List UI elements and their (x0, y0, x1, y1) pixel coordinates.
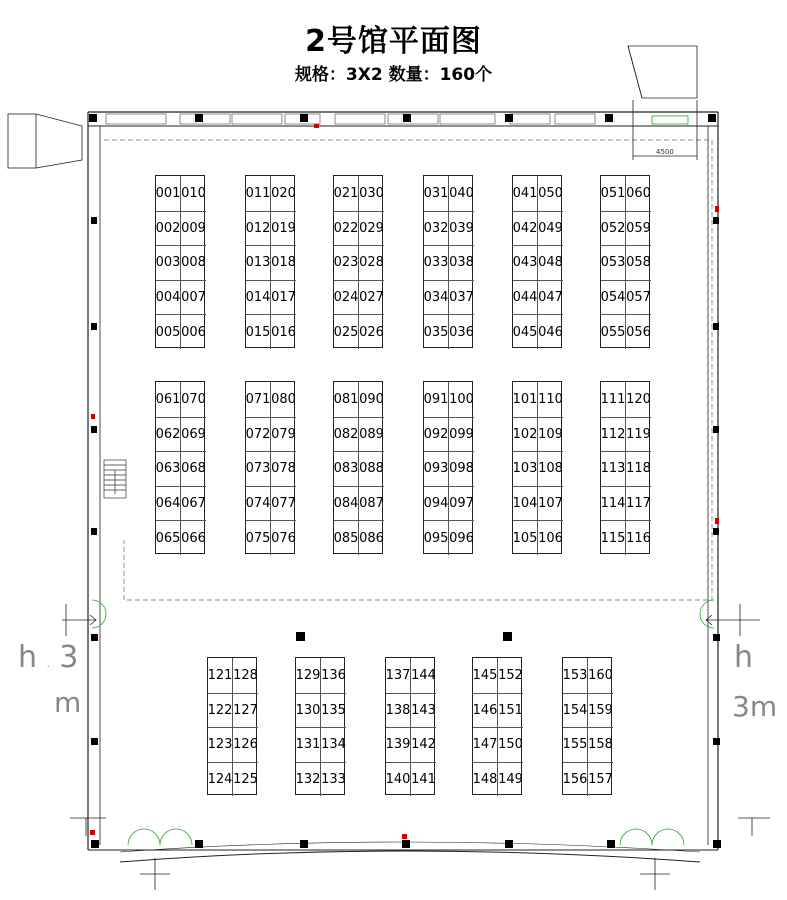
booth-045: 045 (513, 314, 538, 349)
booth-092: 092 (424, 417, 449, 452)
booth-052: 052 (601, 211, 626, 246)
booth-026: 026 (359, 314, 384, 349)
booth-138: 138 (386, 693, 411, 728)
booth-095: 095 (424, 520, 449, 555)
booth-044: 044 (513, 280, 538, 315)
booth-block (333, 175, 383, 348)
booth-158: 158 (588, 727, 613, 762)
booth-033: 033 (424, 245, 449, 280)
booth-068: 068 (181, 451, 206, 486)
booth-036: 036 (449, 314, 474, 349)
staircase (104, 460, 126, 498)
right-annex (628, 46, 697, 160)
booth-098: 098 (449, 451, 474, 486)
booth-113: 113 (601, 451, 626, 486)
booth-025: 025 (334, 314, 359, 349)
booth-001: 001 (156, 176, 181, 211)
booth-030: 030 (359, 185, 384, 201)
booth-031: 031 (424, 176, 449, 211)
page-subtitle: 规格：3X2 数量：160个 (294, 65, 493, 85)
booth-003: 003 (156, 245, 181, 280)
booth-142: 142 (411, 727, 436, 762)
left-annex (8, 114, 82, 168)
booth-155: 155 (563, 727, 588, 762)
booth-081: 081 (334, 382, 359, 417)
booth-079: 079 (271, 417, 296, 452)
booth-005: 005 (156, 314, 181, 349)
booth-072: 072 (246, 417, 271, 452)
height-note-h: h (18, 640, 38, 675)
booth-061: 061 (156, 382, 181, 417)
booth-073: 073 (246, 451, 271, 486)
booth-139: 139 (386, 727, 411, 762)
booth-053: 053 (601, 245, 626, 280)
booth-block (245, 175, 295, 348)
booth-008: 008 (181, 245, 206, 280)
booth-129: 129 (296, 658, 321, 693)
booth-040: 040 (449, 185, 474, 201)
booth-020: 020 (271, 185, 296, 201)
booth-016: 016 (271, 314, 296, 349)
booth-034: 034 (424, 280, 449, 315)
booth-070: 070 (181, 391, 206, 407)
booth-126: 126 (233, 727, 258, 762)
booth-069: 069 (181, 417, 206, 452)
booth-091: 091 (424, 382, 449, 417)
booth-067: 067 (181, 486, 206, 521)
booth-block (562, 657, 612, 795)
booth-block (423, 175, 473, 348)
booth-101: 101 (513, 382, 538, 417)
booth-049: 049 (538, 211, 563, 246)
booth-110: 110 (538, 391, 563, 407)
booth-037: 037 (449, 280, 474, 315)
booth-123: 123 (208, 727, 233, 762)
booth-059: 059 (626, 211, 651, 246)
booth-055: 055 (601, 314, 626, 349)
booth-065: 065 (156, 520, 181, 555)
height-note-value: 3 (59, 640, 79, 675)
height-note-right-h: h (734, 640, 754, 675)
booth-009: 009 (181, 211, 206, 246)
booth-134: 134 (321, 727, 346, 762)
booth-078: 078 (271, 451, 296, 486)
booth-block (512, 381, 562, 554)
booth-120: 120 (626, 391, 651, 407)
booth-146: 146 (473, 693, 498, 728)
booth-084: 084 (334, 486, 359, 521)
booth-144: 144 (411, 667, 436, 683)
booth-153: 153 (563, 658, 588, 693)
booth-128: 128 (233, 667, 258, 683)
booth-018: 018 (271, 245, 296, 280)
height-note-unit-left: m (54, 686, 82, 719)
booth-014: 014 (246, 280, 271, 315)
booth-086: 086 (359, 520, 384, 555)
booth-096: 096 (449, 520, 474, 555)
booth-137: 137 (386, 658, 411, 693)
booth-133: 133 (321, 762, 346, 797)
booth-011: 011 (246, 176, 271, 211)
booth-111: 111 (601, 382, 626, 417)
booth-004: 004 (156, 280, 181, 315)
booth-090: 090 (359, 391, 384, 407)
booth-135: 135 (321, 693, 346, 728)
booth-160: 160 (588, 667, 613, 683)
booth-block (385, 657, 435, 795)
booth-116: 116 (626, 520, 651, 555)
booth-150: 150 (498, 727, 523, 762)
booth-010: 010 (181, 185, 206, 201)
booth-088: 088 (359, 451, 384, 486)
booth-148: 148 (473, 762, 498, 797)
booth-056: 056 (626, 314, 651, 349)
booth-102: 102 (513, 417, 538, 452)
booth-074: 074 (246, 486, 271, 521)
booth-043: 043 (513, 245, 538, 280)
booth-121: 121 (208, 658, 233, 693)
booth-046: 046 (538, 314, 563, 349)
booth-075: 075 (246, 520, 271, 555)
booth-022: 022 (334, 211, 359, 246)
booth-015: 015 (246, 314, 271, 349)
booth-019: 019 (271, 211, 296, 246)
booth-080: 080 (271, 391, 296, 407)
booth-145: 145 (473, 658, 498, 693)
booth-block (423, 381, 473, 554)
booth-048: 048 (538, 245, 563, 280)
booth-028: 028 (359, 245, 384, 280)
booth-114: 114 (601, 486, 626, 521)
booth-151: 151 (498, 693, 523, 728)
booth-007: 007 (181, 280, 206, 315)
booth-024: 024 (334, 280, 359, 315)
booth-140: 140 (386, 762, 411, 797)
booth-152: 152 (498, 667, 523, 683)
booth-108: 108 (538, 451, 563, 486)
dimension-label: 4500 (656, 148, 674, 156)
booth-block (333, 381, 383, 554)
booth-021: 021 (334, 176, 359, 211)
booth-104: 104 (513, 486, 538, 521)
booth-062: 062 (156, 417, 181, 452)
booth-006: 006 (181, 314, 206, 349)
booth-093: 093 (424, 451, 449, 486)
booth-039: 039 (449, 211, 474, 246)
booth-127: 127 (233, 693, 258, 728)
booth-157: 157 (588, 762, 613, 797)
booth-071: 071 (246, 382, 271, 417)
top-windows (106, 114, 595, 124)
booth-085: 085 (334, 520, 359, 555)
booth-051: 051 (601, 176, 626, 211)
booth-054: 054 (601, 280, 626, 315)
booth-107: 107 (538, 486, 563, 521)
booth-block (295, 657, 345, 795)
booth-149: 149 (498, 762, 523, 797)
booth-097: 097 (449, 486, 474, 521)
booth-013: 013 (246, 245, 271, 280)
booth-115: 115 (601, 520, 626, 555)
booth-027: 027 (359, 280, 384, 315)
booth-087: 087 (359, 486, 384, 521)
booth-076: 076 (271, 520, 296, 555)
booth-106: 106 (538, 520, 563, 555)
booth-023: 023 (334, 245, 359, 280)
booth-038: 038 (449, 245, 474, 280)
booth-077: 077 (271, 486, 296, 521)
booth-060: 060 (626, 185, 651, 201)
booth-103: 103 (513, 451, 538, 486)
booth-124: 124 (208, 762, 233, 797)
booth-154: 154 (563, 693, 588, 728)
booth-109: 109 (538, 417, 563, 452)
booth-159: 159 (588, 693, 613, 728)
booth-105: 105 (513, 520, 538, 555)
page-title: 2号馆平面图 (305, 24, 482, 59)
booth-118: 118 (626, 451, 651, 486)
booth-089: 089 (359, 417, 384, 452)
booth-112: 112 (601, 417, 626, 452)
booth-017: 017 (271, 280, 296, 315)
booth-block (472, 657, 522, 795)
booth-083: 083 (334, 451, 359, 486)
booth-156: 156 (563, 762, 588, 797)
booth-100: 100 (449, 391, 474, 407)
booth-094: 094 (424, 486, 449, 521)
height-note-right-value: 3m (732, 690, 778, 723)
booth-058: 058 (626, 245, 651, 280)
booth-block (155, 175, 205, 348)
booth-141: 141 (411, 762, 436, 797)
booth-119: 119 (626, 417, 651, 452)
booth-012: 012 (246, 211, 271, 246)
booth-block (207, 657, 257, 795)
booth-082: 082 (334, 417, 359, 452)
booth-066: 066 (181, 520, 206, 555)
booth-122: 122 (208, 693, 233, 728)
booth-125: 125 (233, 762, 258, 797)
booth-block (600, 175, 650, 348)
booth-042: 042 (513, 211, 538, 246)
booth-143: 143 (411, 693, 436, 728)
booth-136: 136 (321, 667, 346, 683)
booth-block (512, 175, 562, 348)
booth-117: 117 (626, 486, 651, 521)
booth-130: 130 (296, 693, 321, 728)
booth-064: 064 (156, 486, 181, 521)
booth-029: 029 (359, 211, 384, 246)
booth-131: 131 (296, 727, 321, 762)
booth-063: 063 (156, 451, 181, 486)
height-note-left: h . 3 (18, 640, 79, 675)
booth-041: 041 (513, 176, 538, 211)
booth-047: 047 (538, 280, 563, 315)
booth-099: 099 (449, 417, 474, 452)
booth-057: 057 (626, 280, 651, 315)
booth-035: 035 (424, 314, 449, 349)
booth-block (155, 381, 205, 554)
booth-032: 032 (424, 211, 449, 246)
booth-050: 050 (538, 185, 563, 201)
booth-132: 132 (296, 762, 321, 797)
booth-147: 147 (473, 727, 498, 762)
booth-block (600, 381, 650, 554)
booth-002: 002 (156, 211, 181, 246)
booth-block (245, 381, 295, 554)
